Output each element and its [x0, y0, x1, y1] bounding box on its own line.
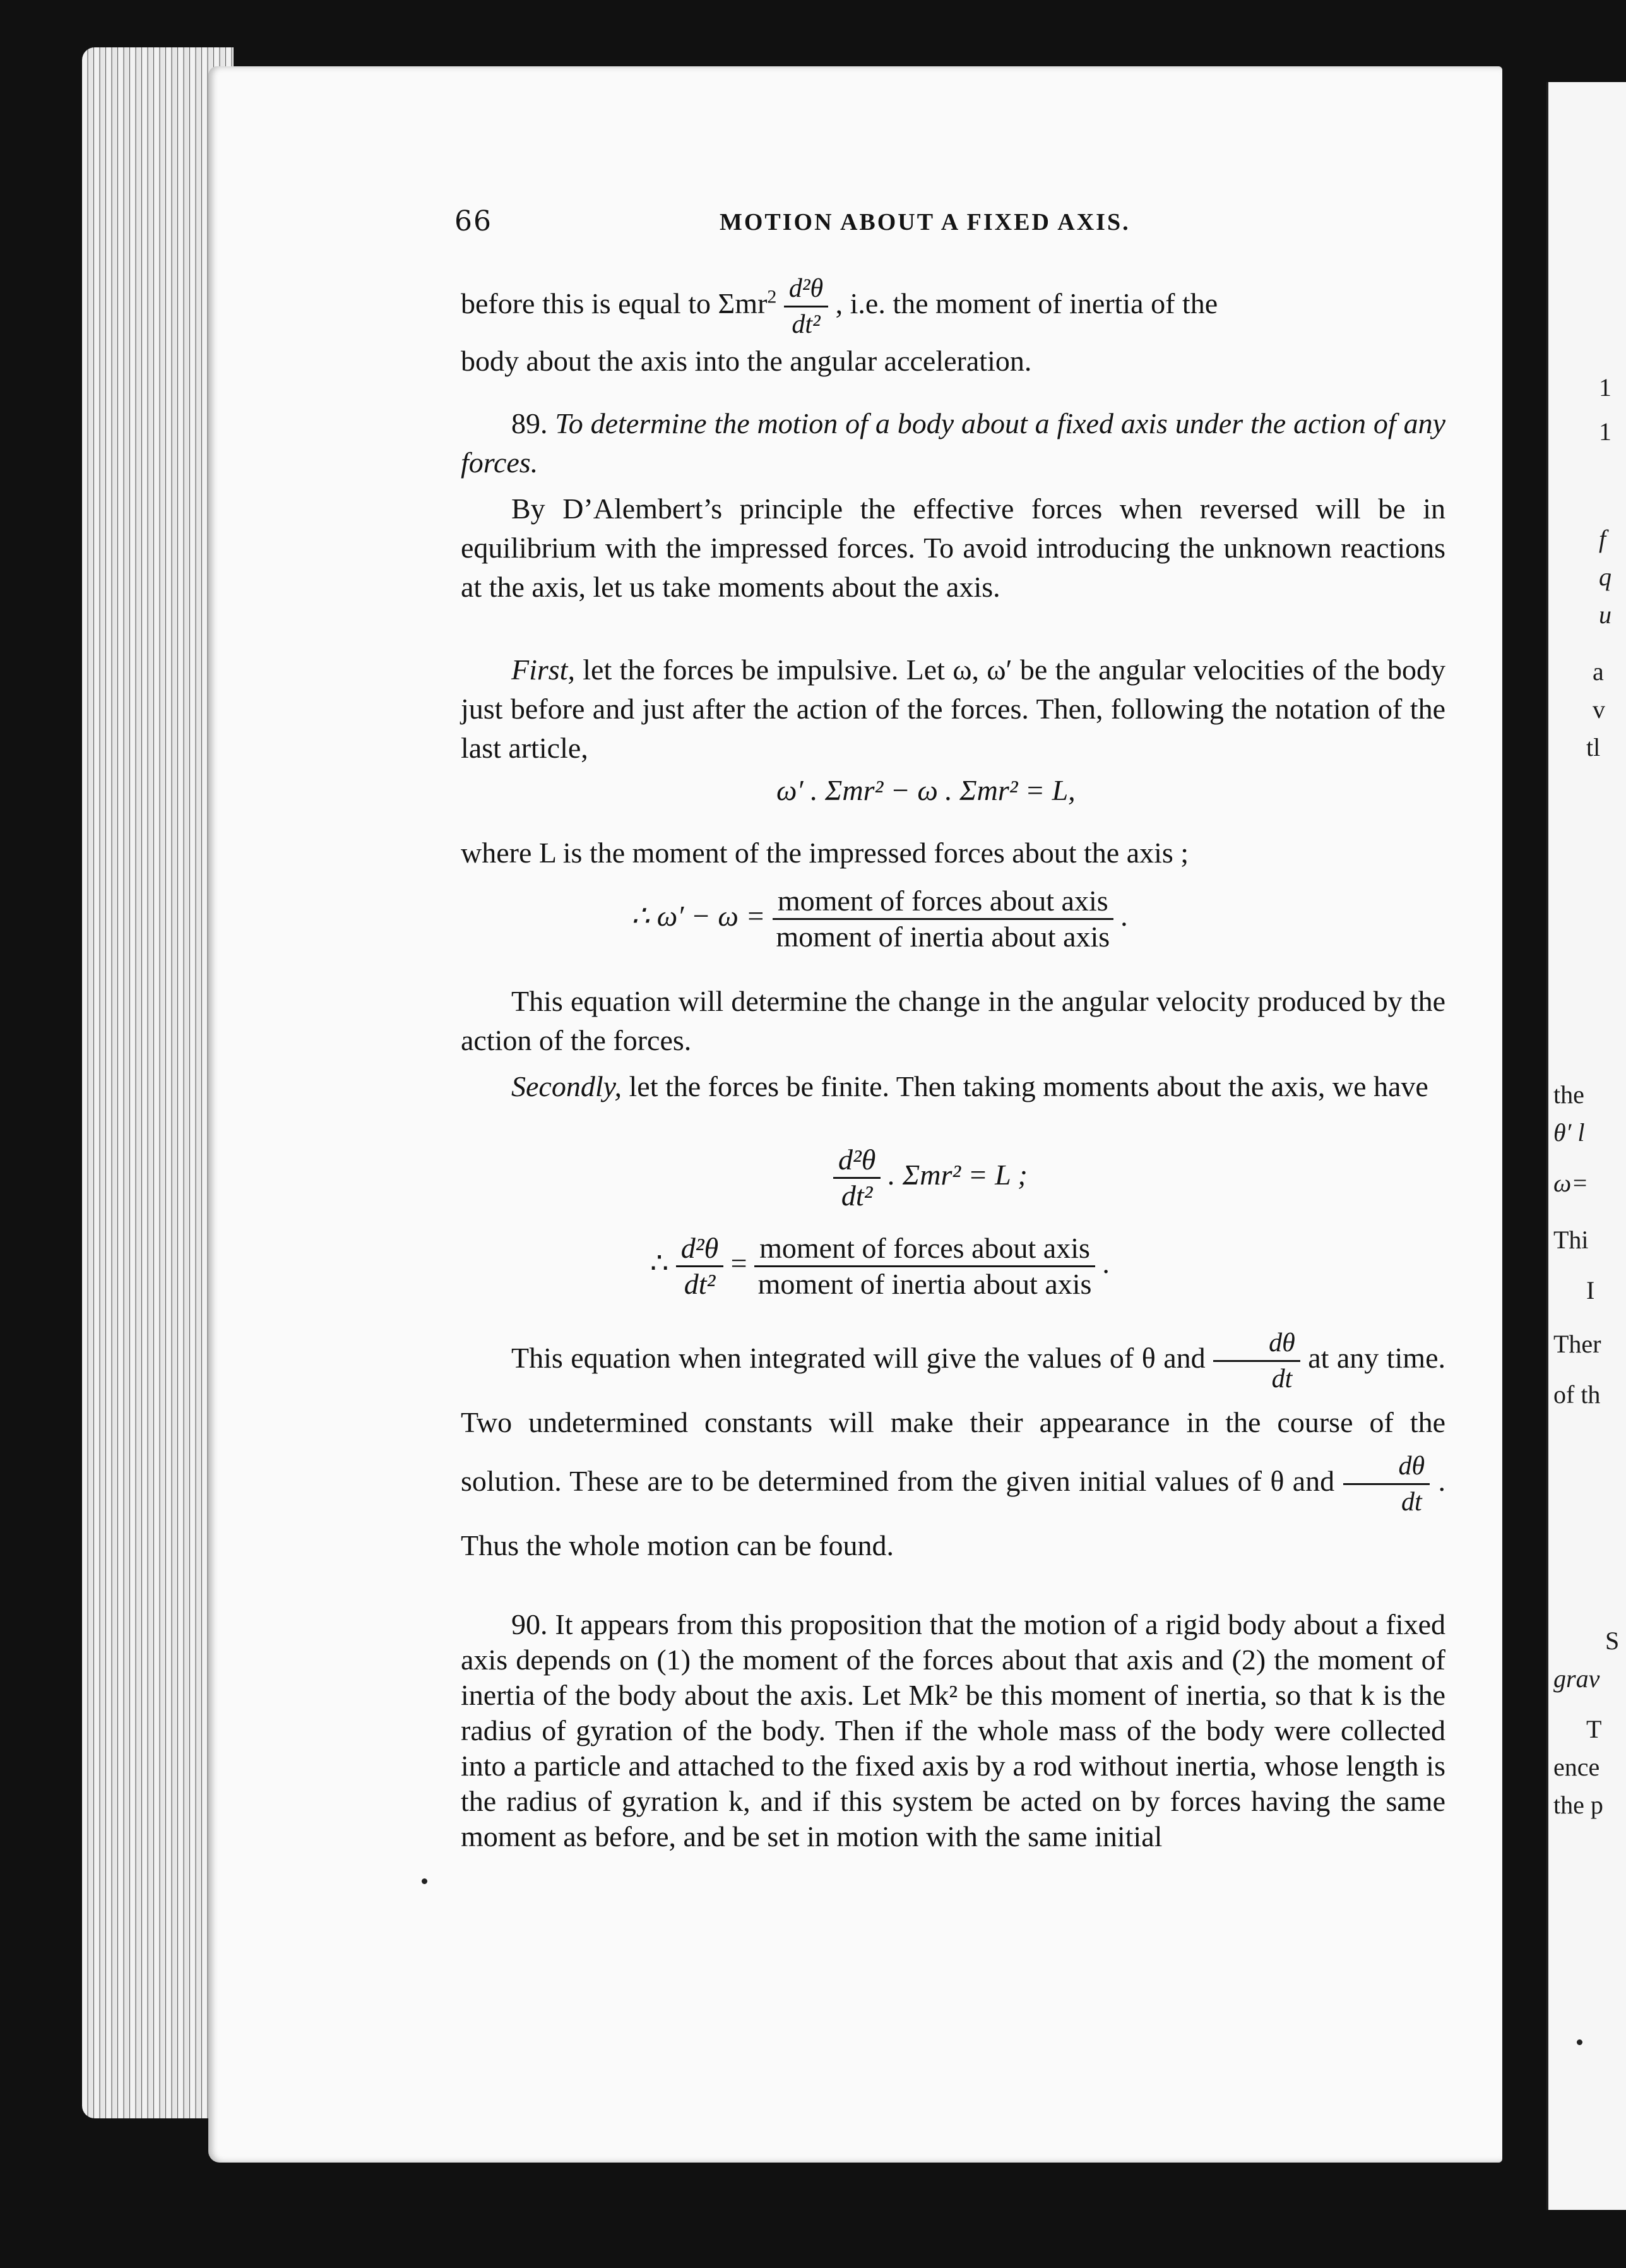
fraction-denominator: dt²	[841, 1179, 873, 1212]
impulsive-paragraph	[461, 650, 1445, 768]
fraction	[754, 1231, 1095, 1301]
facing-text: S	[1605, 1626, 1620, 1655]
fraction	[676, 1231, 723, 1301]
article-title: To determine the motion of a body about a fixed axis under the action of any forces.	[461, 407, 1446, 479]
fraction	[1213, 1326, 1300, 1396]
facing-text: the	[1553, 1080, 1584, 1109]
fraction-denominator: dt²	[792, 310, 821, 339]
fraction-numerator: moment of forces about axis	[773, 884, 1113, 920]
facing-text: Ther	[1553, 1330, 1601, 1358]
equation-period: .	[1120, 900, 1128, 933]
body-text: let the forces be impulsive. Let ω, ω′ be the angular velocities of the body just before and just after the action of the forces. Then, following the notation of the last article,	[461, 654, 1446, 764]
integration-paragraph	[461, 1326, 1445, 1572]
fraction-denominator: dt	[1271, 1364, 1293, 1394]
article-number: 90.	[511, 1608, 548, 1640]
body-text: , i.e. the moment of inertia of the	[835, 287, 1218, 320]
where-line	[461, 833, 1445, 873]
fraction-numerator: d²θ	[676, 1231, 723, 1267]
facing-text: θ′ l	[1553, 1118, 1585, 1147]
article-90	[461, 1607, 1445, 1854]
facing-text: the p	[1553, 1791, 1603, 1819]
facing-text: f	[1599, 525, 1606, 553]
opening-lines: before this is equal to Σmr$^2$ $\frac{\text{d²θ}}{\text{dt²}}$ , i.e. the moment of inertia of the body about the axis into the angular acceleration.	[461, 272, 1445, 381]
facing-text: Thi	[1553, 1226, 1589, 1254]
case-label: Secondly,	[511, 1070, 622, 1102]
facing-text: ω=	[1553, 1169, 1589, 1197]
body-text: It appears from this proposition that the motion of a rigid body about a fixed axis depends on (1) the moment of the forces about that axis and (2) the moment of inertia of the body about the axis. Let Mk² be this moment of inertia, so that k is the radius of gyration of the body. Then if the whole mass of the body were collected into a particle and attached to the fixed axis by a rod without inertia, whose length is the radius of gyration k, and if this system be acted on by forces having the same moment as before, and be set in motion with the same initial	[461, 1608, 1445, 1853]
fraction	[833, 1143, 881, 1213]
facing-text: q	[1599, 563, 1611, 591]
running-title: MOTION ABOUT A FIXED AXIS.	[720, 209, 1130, 236]
body-text: where L is the moment of the impressed forces about the axis ;	[461, 837, 1189, 869]
body-text: let the forces be finite. Then taking moments about the axis, we have	[629, 1070, 1428, 1102]
facing-text: I	[1586, 1276, 1595, 1304]
equals-sign: =	[730, 1247, 747, 1280]
equation-angular-change	[631, 884, 1128, 954]
therefore-symbol: ∴	[650, 1247, 669, 1280]
page-speck	[1577, 2039, 1582, 2045]
body-text: This equation when integrated will give the values of θ and	[511, 1342, 1206, 1375]
facing-page-fragment	[1546, 82, 1626, 2210]
sum-expression: Σmr	[718, 287, 768, 320]
facing-text: 1	[1599, 417, 1611, 446]
facing-text: T	[1586, 1715, 1602, 1743]
article-89-heading	[461, 404, 1445, 482]
equation-impulse: ω′ . Σmr² − ω . Σmr² = L,	[776, 774, 1076, 806]
body-text: . Thus the whole motion can be found.	[461, 1465, 1446, 1561]
body-text: By D’Alembert’s principle the effective forces when reversed will be in equilibrium with the impressed forces. To avoid introducing the unknown reactions at the axis, let us take moments about the axis.	[461, 492, 1445, 603]
page-speck	[422, 1878, 427, 1884]
fraction-denominator: moment of inertia about axis	[757, 1268, 1092, 1300]
fraction-denominator: dt²	[684, 1268, 716, 1300]
equation-period: .	[1102, 1247, 1110, 1280]
facing-text: tl	[1586, 733, 1601, 761]
facing-text: a	[1593, 657, 1604, 686]
page-number: 66	[454, 205, 492, 237]
finite-paragraph	[461, 1067, 1445, 1106]
facing-text: u	[1599, 600, 1611, 629]
article-number: 89.	[511, 407, 548, 439]
fraction-numerator: d²θ	[784, 272, 828, 307]
facing-text: 1	[1599, 373, 1611, 402]
fraction-denominator: dt	[1401, 1488, 1422, 1517]
equation-acceleration	[650, 1231, 1110, 1301]
facing-text: ence	[1553, 1753, 1600, 1781]
fraction	[773, 884, 1113, 954]
change-paragraph	[461, 982, 1445, 1060]
body-text: at any time. Two undetermined constants will make their appearance in the course of the solution. These are to be determined from the given initial values of θ and	[461, 1342, 1446, 1498]
fraction-numerator: d²θ	[833, 1143, 881, 1179]
equation-lhs: ∴ ω′ − ω =	[631, 900, 766, 933]
fraction-numerator: dθ	[1343, 1449, 1430, 1485]
body-text: This equation will determine the change in the angular velocity produced by the action of the forces.	[461, 985, 1445, 1056]
facing-text: v	[1593, 695, 1605, 724]
case-label: First,	[511, 654, 575, 686]
body-text: before this is equal to	[461, 287, 711, 320]
fraction-numerator: moment of forces about axis	[754, 1231, 1095, 1267]
dalembert-paragraph	[461, 489, 1445, 607]
equation-rhs: . Σmr² = L ;	[887, 1159, 1028, 1191]
facing-text: of th	[1553, 1380, 1601, 1409]
fraction-numerator: dθ	[1213, 1326, 1300, 1362]
equation-finite	[833, 1143, 1028, 1213]
fraction	[1343, 1449, 1430, 1519]
fraction-denominator: moment of inertia about axis	[776, 921, 1110, 953]
body-text: body about the axis into the angular acceleration.	[461, 345, 1032, 377]
facing-text: grav	[1553, 1664, 1600, 1693]
fraction	[784, 272, 828, 342]
